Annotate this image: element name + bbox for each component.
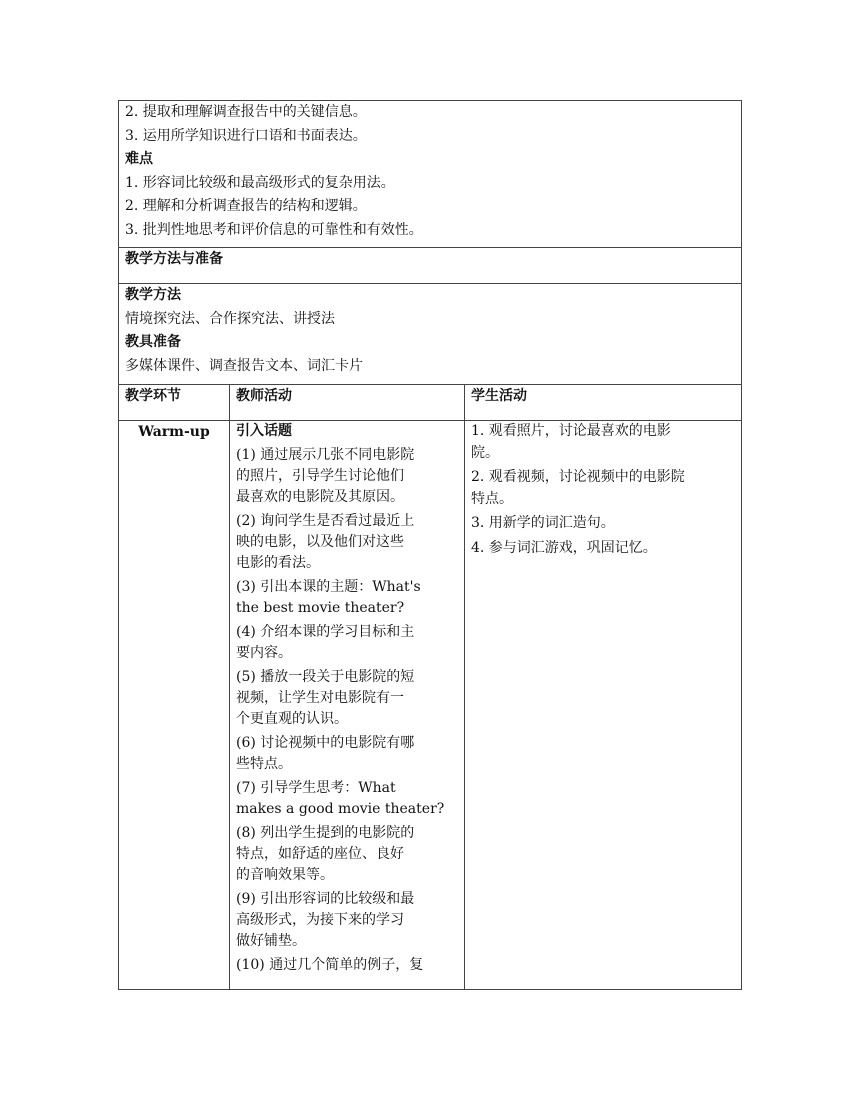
objective-line: 3. 运用所学知识进行口语和书面表达。	[125, 127, 367, 144]
objective-line: 2. 提取和理解调查报告中的关键信息。	[125, 104, 367, 120]
difficulty-line: 2. 理解和分析调查报告的结构和逻辑。	[125, 198, 367, 214]
header-student-activity: 学生活动	[465, 385, 742, 421]
teacher-item: (3) 引出本课的主题：What's the best movie theater?	[236, 579, 421, 616]
teacher-item: (5) 播放一段关于电影院的短 视频，让学生对电影院有一 个更直观的认识。	[236, 669, 415, 727]
header-phase: 教学环节	[119, 385, 230, 421]
lesson-plan-table	[118, 100, 742, 990]
phase-warmup: Warm-up	[119, 421, 230, 990]
teacher-item: (2) 询问学生是否看过最近上 映的电影，以及他们对这些 电影的看法。	[236, 513, 415, 571]
teacher-item: (4) 介绍本课的学习目标和主 要内容。	[236, 624, 415, 661]
teacher-item: (1) 通过展示几张不同电影院 的照片，引导学生讨论他们 最喜欢的电影院及其原因。	[236, 447, 415, 505]
difficulty-heading: 难点	[125, 151, 153, 167]
student-item: 4. 参与词汇游戏，巩固记忆。	[471, 539, 657, 556]
methods-heading: 教学方法	[125, 287, 181, 303]
teacher-item: (9) 引出形容词的比较级和最 高级形式，为接下来的学习 做好铺垫。	[236, 891, 415, 949]
student-item: 3. 用新学的词汇造句。	[471, 515, 615, 531]
teacher-activity-cell	[230, 421, 465, 990]
difficulty-line: 3. 批判性地思考和评价信息的可靠性和有效性。	[125, 221, 423, 238]
warmup-row	[119, 421, 742, 990]
objectives-cell	[119, 101, 742, 248]
objectives-row	[119, 101, 742, 248]
teacher-item: (8) 列出学生提到的电影院的 特点，如舒适的座位、良好 的音响效果等。	[236, 825, 415, 883]
teacher-item: (10) 通过几个简单的例子，复	[236, 957, 424, 973]
methods-header-row	[119, 248, 742, 284]
methods-header: 教学方法与准备	[125, 251, 223, 267]
methods-text: 情境探究法、合作探究法、讲授法	[125, 310, 335, 327]
tools-heading: 教具准备	[125, 334, 181, 350]
methods-header-cell	[119, 248, 742, 284]
column-header-row	[119, 385, 742, 421]
tools-text: 多媒体课件、调查报告文本、词汇卡片	[125, 357, 363, 374]
student-item: 2. 观看视频，讨论视频中的电影院 特点。	[471, 469, 685, 507]
student-activity-cell	[465, 421, 742, 990]
difficulty-line: 1. 形容词比较级和最高级形式的复杂用法。	[125, 174, 395, 191]
methods-cell	[119, 284, 742, 385]
teacher-heading: 引入话题	[236, 423, 292, 439]
student-item: 1. 观看照片，讨论最喜欢的电影 院。	[471, 423, 671, 461]
teacher-item: (6) 讨论视频中的电影院有哪 些特点。	[236, 735, 415, 772]
teacher-item: (7) 引导学生思考：What makes a good movie theater?	[236, 780, 445, 817]
methods-row	[119, 284, 742, 385]
header-teacher-activity: 教师活动	[230, 385, 465, 421]
